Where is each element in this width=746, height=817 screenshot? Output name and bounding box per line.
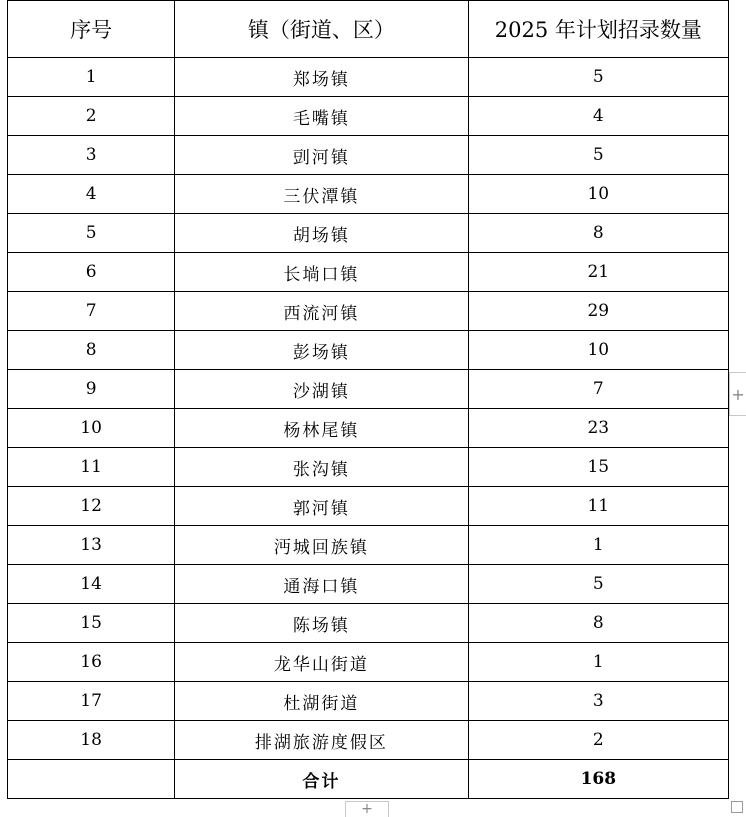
town-cell[interactable]: 郭河镇 — [175, 487, 468, 526]
quota-cell[interactable]: 10 — [468, 175, 728, 214]
town-cell[interactable]: 杨林尾镇 — [175, 409, 468, 448]
index-cell[interactable]: 6 — [8, 253, 175, 292]
quota-cell[interactable]: 8 — [468, 214, 728, 253]
index-cell[interactable]: 10 — [8, 409, 175, 448]
table-row — [8, 565, 729, 604]
index-cell[interactable]: 14 — [8, 565, 175, 604]
table-row — [8, 58, 729, 97]
town-cell[interactable]: 长埫口镇 — [175, 253, 468, 292]
town-cell[interactable]: 陈场镇 — [175, 604, 468, 643]
table-row — [8, 526, 729, 565]
header-quota[interactable]: 2025 年计划招录数量 — [468, 1, 728, 58]
table-row — [8, 253, 729, 292]
recruitment-quota-table — [7, 0, 729, 799]
town-cell[interactable]: 龙华山街道 — [175, 643, 468, 682]
town-cell[interactable]: 三伏潭镇 — [175, 175, 468, 214]
table-resize-handle[interactable] — [731, 801, 743, 813]
town-cell[interactable]: 郑场镇 — [175, 58, 468, 97]
town-cell[interactable]: 剅河镇 — [175, 136, 468, 175]
quota-cell[interactable]: 21 — [468, 253, 728, 292]
table-row — [8, 175, 729, 214]
quota-cell[interactable]: 10 — [468, 331, 728, 370]
town-cell[interactable]: 排湖旅游度假区 — [175, 721, 468, 760]
table-row — [8, 448, 729, 487]
quota-cell[interactable]: 7 — [468, 370, 728, 409]
quota-cell[interactable]: 29 — [468, 292, 728, 331]
index-cell[interactable]: 2 — [8, 97, 175, 136]
town-cell[interactable]: 沙湖镇 — [175, 370, 468, 409]
index-cell[interactable]: 13 — [8, 526, 175, 565]
town-cell[interactable]: 西流河镇 — [175, 292, 468, 331]
quota-cell[interactable]: 15 — [468, 448, 728, 487]
index-cell[interactable]: 7 — [8, 292, 175, 331]
quota-cell[interactable]: 5 — [468, 136, 728, 175]
table-row — [8, 136, 729, 175]
table-row — [8, 721, 729, 760]
town-cell[interactable]: 沔城回族镇 — [175, 526, 468, 565]
quota-cell[interactable]: 11 — [468, 487, 728, 526]
town-cell[interactable]: 杜湖街道 — [175, 682, 468, 721]
quota-cell[interactable]: 4 — [468, 97, 728, 136]
table-row — [8, 292, 729, 331]
index-cell[interactable]: 17 — [8, 682, 175, 721]
table-row — [8, 487, 729, 526]
total-row — [8, 760, 729, 799]
index-cell[interactable]: 5 — [8, 214, 175, 253]
quota-cell[interactable]: 5 — [468, 58, 728, 97]
table-row — [8, 409, 729, 448]
table-row — [8, 97, 729, 136]
header-index[interactable]: 序号 — [8, 1, 175, 58]
index-cell[interactable]: 11 — [8, 448, 175, 487]
total-label-cell[interactable]: 合计 — [175, 760, 468, 799]
quota-cell[interactable]: 2 — [468, 721, 728, 760]
table-body — [8, 58, 729, 760]
total-value-cell[interactable]: 168 — [468, 760, 728, 799]
quota-cell[interactable]: 1 — [468, 643, 728, 682]
town-cell[interactable]: 彭场镇 — [175, 331, 468, 370]
index-cell[interactable]: 4 — [8, 175, 175, 214]
table-row — [8, 604, 729, 643]
table-row — [8, 331, 729, 370]
quota-cell[interactable]: 8 — [468, 604, 728, 643]
index-cell[interactable]: 3 — [8, 136, 175, 175]
plus-icon: + — [731, 384, 745, 404]
header-town[interactable]: 镇（街道、区） — [175, 1, 468, 58]
add-column-handle[interactable] — [729, 372, 746, 416]
quota-cell[interactable]: 3 — [468, 682, 728, 721]
town-cell[interactable]: 胡场镇 — [175, 214, 468, 253]
index-cell[interactable]: 18 — [8, 721, 175, 760]
table-row — [8, 370, 729, 409]
town-cell[interactable]: 张沟镇 — [175, 448, 468, 487]
table-row — [8, 643, 729, 682]
table-row — [8, 214, 729, 253]
index-cell[interactable]: 16 — [8, 643, 175, 682]
table-row — [8, 682, 729, 721]
index-cell[interactable]: 12 — [8, 487, 175, 526]
town-cell[interactable]: 通海口镇 — [175, 565, 468, 604]
plus-icon: + — [361, 801, 373, 817]
total-index-cell[interactable] — [8, 760, 175, 799]
quota-cell[interactable]: 1 — [468, 526, 728, 565]
town-cell[interactable]: 毛嘴镇 — [175, 97, 468, 136]
header-row — [8, 1, 729, 58]
quota-cell[interactable]: 5 — [468, 565, 728, 604]
index-cell[interactable]: 1 — [8, 58, 175, 97]
index-cell[interactable]: 9 — [8, 370, 175, 409]
index-cell[interactable]: 15 — [8, 604, 175, 643]
index-cell[interactable]: 8 — [8, 331, 175, 370]
quota-cell[interactable]: 23 — [468, 409, 728, 448]
